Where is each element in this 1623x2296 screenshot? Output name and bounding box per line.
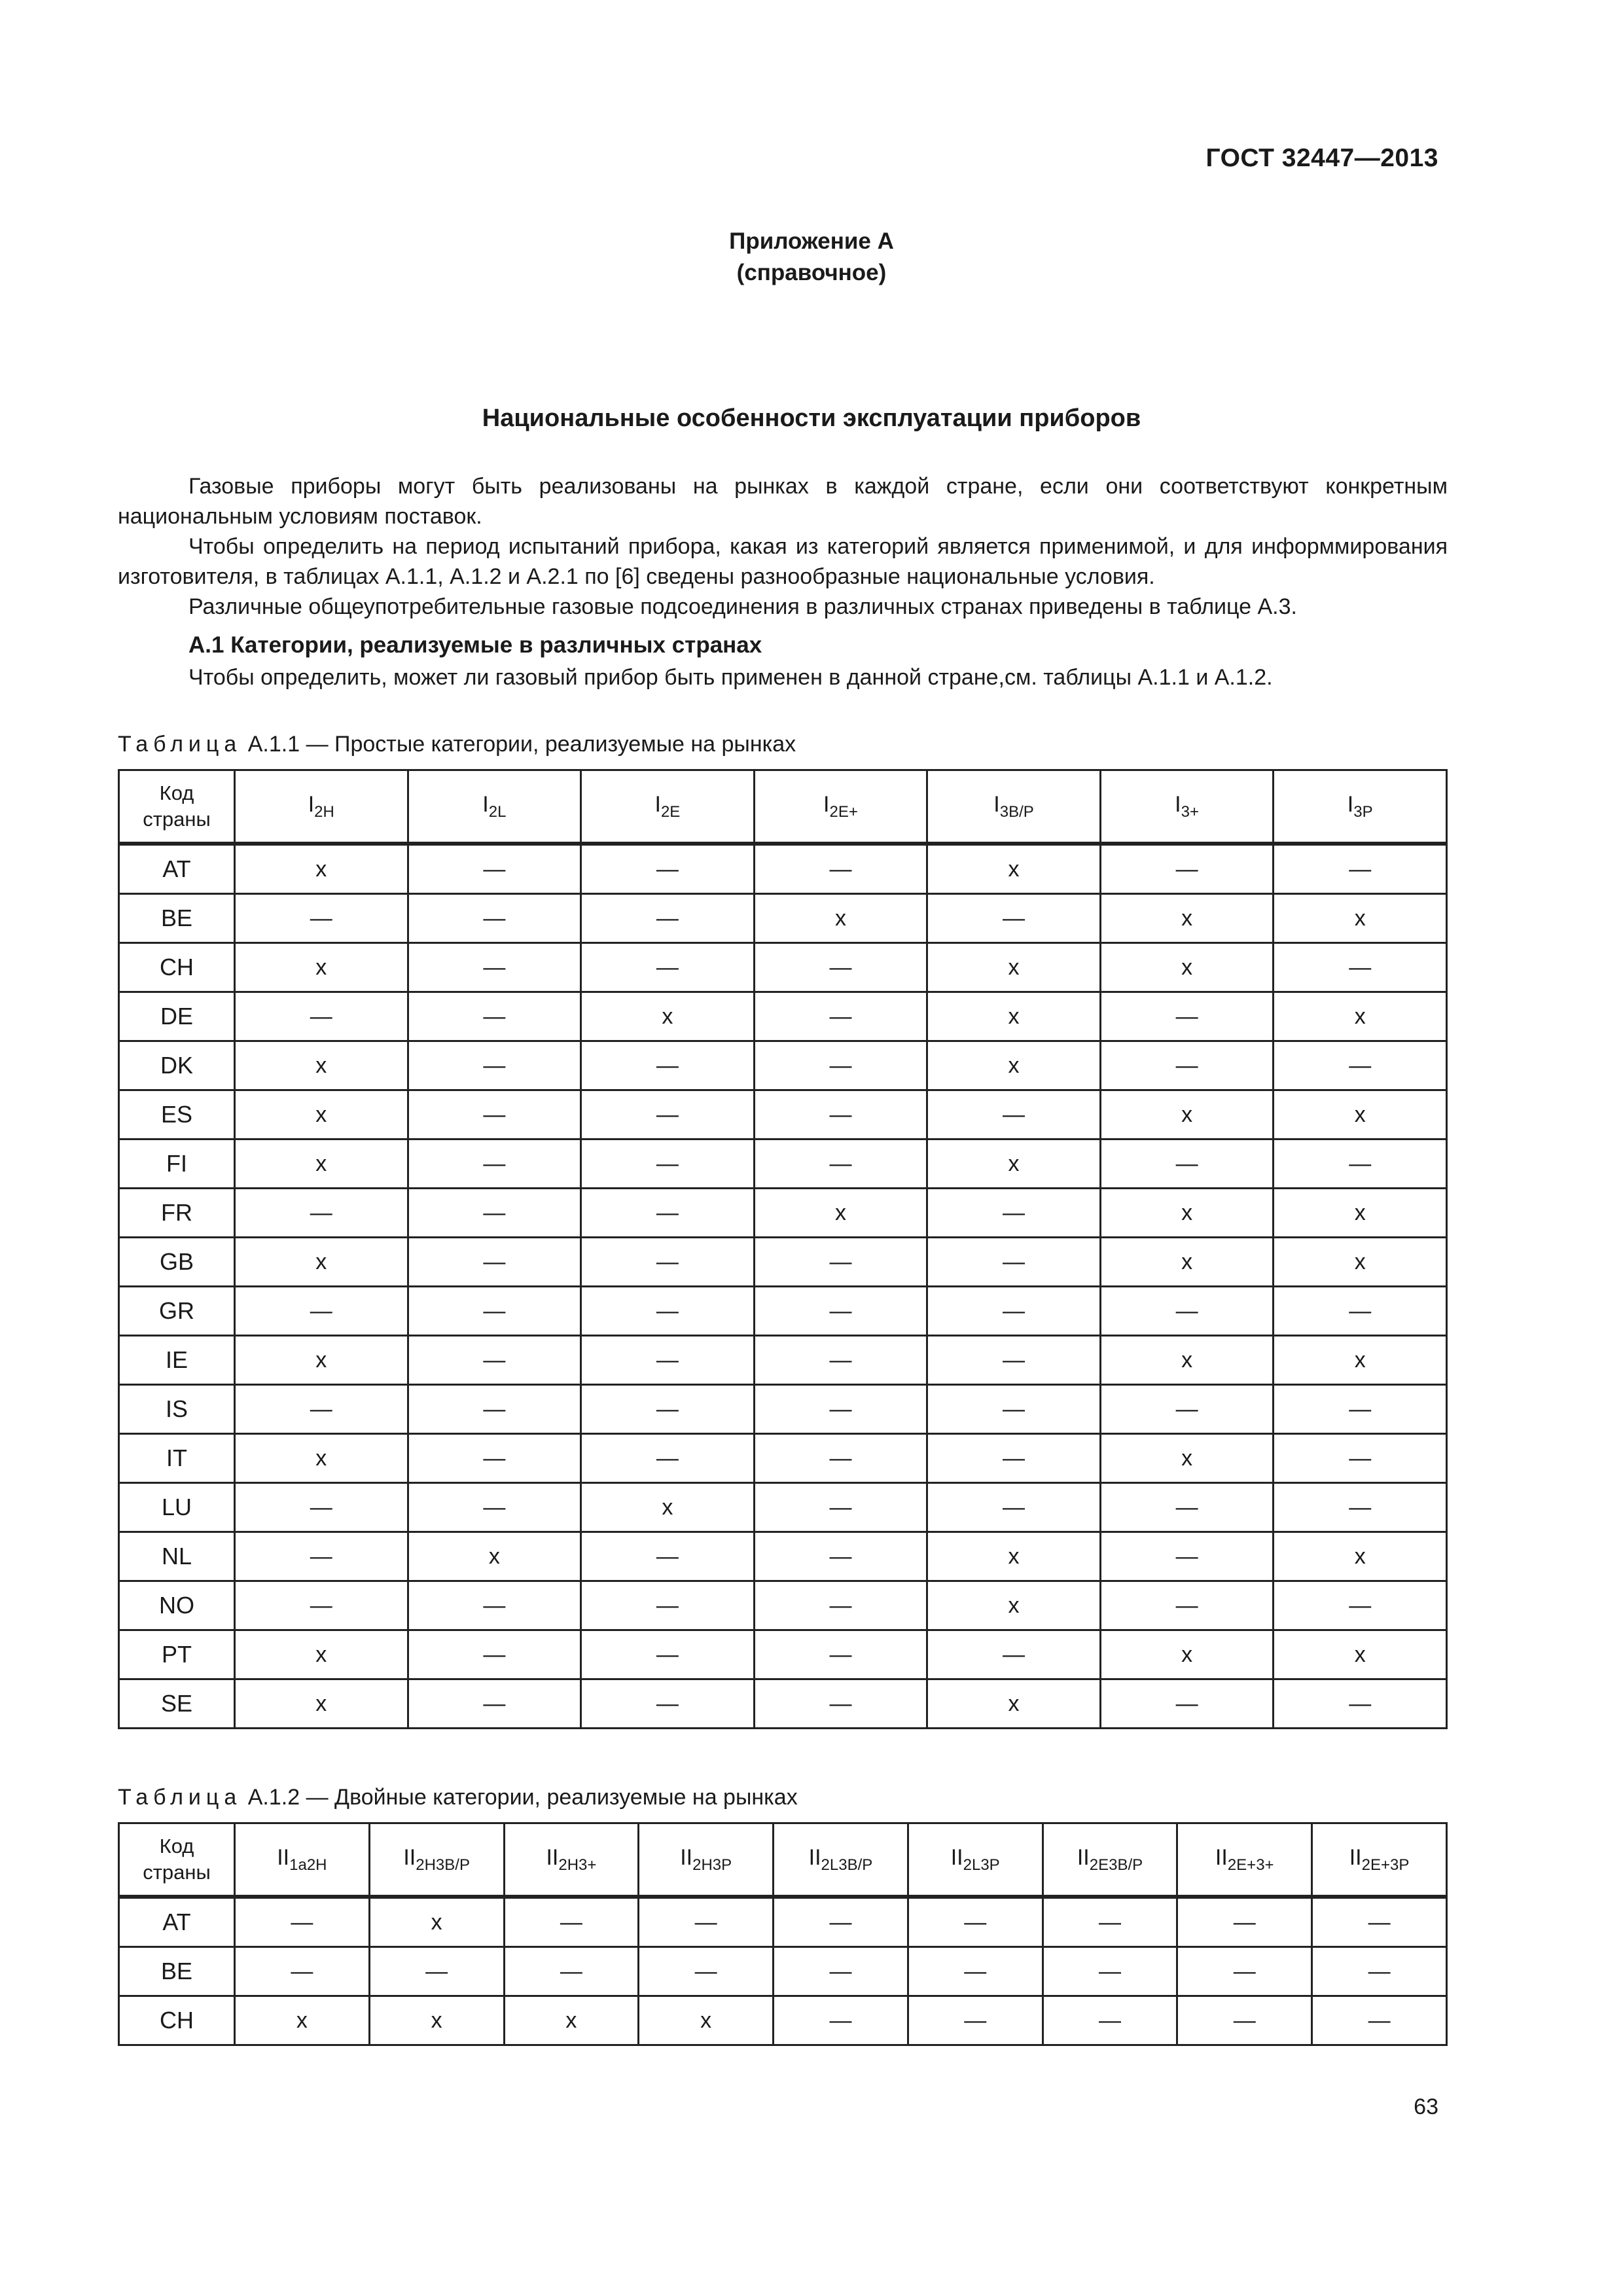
category-cell: — [754, 1336, 927, 1385]
category-cell: x [581, 1483, 755, 1532]
section-title: Национальные особенности эксплуатации приборов [482, 404, 1141, 432]
country-code-cell: DE [119, 992, 235, 1041]
category-cell: x [927, 1041, 1101, 1090]
category-subscript: 2E+3P [1361, 1856, 1410, 1874]
table-row [119, 1630, 1447, 1679]
body-text [118, 471, 1448, 692]
category-cell: — [1100, 1581, 1274, 1630]
category-cell: — [235, 894, 408, 943]
category-cell: — [581, 1679, 755, 1729]
category-cell: — [1274, 1385, 1447, 1434]
category-cell: — [235, 1287, 408, 1336]
caption-word: Таблица [118, 1785, 242, 1810]
table-row [119, 1336, 1447, 1385]
category-cell: — [1274, 1679, 1447, 1729]
category-cell: — [581, 1434, 755, 1483]
country-code-cell: AT [119, 844, 235, 894]
appendix-subtitle: (справочное) [736, 260, 887, 285]
category-base: II [1215, 1844, 1228, 1870]
category-header [235, 1823, 370, 1897]
category-cell: — [774, 1996, 908, 2045]
category-cell: — [408, 894, 581, 943]
category-base: II [277, 1844, 290, 1870]
table-row [119, 1897, 1447, 1947]
category-cell: — [908, 1897, 1043, 1947]
table-row [119, 1189, 1447, 1238]
category-cell: — [504, 1947, 639, 1996]
category-cell: — [504, 1897, 639, 1947]
category-cell: — [581, 1139, 755, 1189]
table-row [119, 1996, 1447, 2045]
category-cell: — [927, 1238, 1101, 1287]
category-cell: — [408, 992, 581, 1041]
category-cell: — [235, 992, 408, 1041]
category-header [1274, 770, 1447, 844]
category-cell: — [408, 943, 581, 992]
header-label-line: страны [143, 1861, 211, 1884]
category-cell: — [639, 1947, 774, 1996]
country-code-cell: SE [119, 1679, 235, 1729]
category-cell: — [1100, 1041, 1274, 1090]
header-row [119, 1823, 1447, 1897]
caption-word: Таблица [118, 732, 242, 757]
table-row [119, 844, 1447, 894]
category-cell: x [639, 1996, 774, 2045]
category-header [1100, 770, 1274, 844]
category-cell: — [754, 1630, 927, 1679]
country-code-cell: DK [119, 1041, 235, 1090]
category-cell: — [927, 1385, 1101, 1434]
category-cell: x [927, 992, 1101, 1041]
category-header [774, 1823, 908, 1897]
category-cell: x [927, 1581, 1101, 1630]
category-cell: — [908, 1996, 1043, 2045]
category-header [1043, 1823, 1177, 1897]
category-cell: — [754, 1287, 927, 1336]
header-label-line: Код [159, 1835, 194, 1857]
header-label-line: Код [159, 781, 194, 804]
category-cell: x [1100, 894, 1274, 943]
category-subscript: 2H3B/P [416, 1856, 470, 1874]
category-cell: — [581, 1090, 755, 1139]
category-cell: — [1177, 1897, 1312, 1947]
category-cell: x [1274, 1189, 1447, 1238]
country-code-cell: LU [119, 1483, 235, 1532]
category-cell: — [754, 1041, 927, 1090]
category-subscript: 1a2H [289, 1856, 327, 1874]
category-cell: — [1100, 1385, 1274, 1434]
category-base: II [808, 1844, 821, 1870]
subsection-heading: А.1 Категории, реализуемые в различных странах [188, 632, 762, 658]
category-cell: — [639, 1897, 774, 1947]
category-cell: x [504, 1996, 639, 2045]
category-cell: — [774, 1897, 908, 1947]
category-cell: x [235, 1434, 408, 1483]
category-cell: — [1274, 943, 1447, 992]
category-cell: — [235, 1483, 408, 1532]
category-header [1177, 1823, 1312, 1897]
category-cell: — [1043, 1897, 1177, 1947]
category-cell: — [581, 1336, 755, 1385]
category-subscript: 2E [660, 802, 681, 821]
category-cell: — [1274, 1434, 1447, 1483]
category-cell: x [235, 1238, 408, 1287]
paragraph: Различные общеупотребительные газовые подсоединения в различных странах приведены в таблице А.3. [188, 594, 1297, 619]
category-cell: — [1177, 1996, 1312, 2045]
category-base: I [1347, 791, 1354, 817]
category-cell: — [1100, 844, 1274, 894]
category-cell: x [581, 992, 755, 1041]
category-cell: — [774, 1947, 908, 1996]
category-cell: x [235, 1679, 408, 1729]
category-cell: — [235, 1947, 370, 1996]
category-cell: — [581, 894, 755, 943]
category-cell: x [369, 1897, 504, 1947]
category-cell: — [754, 1434, 927, 1483]
category-base: II [1077, 1844, 1090, 1870]
category-subscript: 2E+3+ [1227, 1856, 1274, 1874]
country-code-cell: NO [119, 1581, 235, 1630]
category-cell: — [235, 1532, 408, 1581]
category-cell: — [408, 1139, 581, 1189]
category-subscript: 3P [1353, 802, 1373, 821]
category-cell: — [754, 844, 927, 894]
category-header [908, 1823, 1043, 1897]
table-row [119, 992, 1447, 1041]
country-code-cell: GR [119, 1287, 235, 1336]
category-header [369, 1823, 504, 1897]
category-cell: x [1100, 1336, 1274, 1385]
category-cell: — [1100, 992, 1274, 1041]
category-header [754, 770, 927, 844]
category-subscript: 2L3P [963, 1856, 1000, 1874]
category-cell: x [1274, 1238, 1447, 1287]
table-row [119, 894, 1447, 943]
category-cell: — [581, 943, 755, 992]
category-cell: x [927, 1679, 1101, 1729]
category-cell: x [1100, 1434, 1274, 1483]
category-cell: — [581, 1581, 755, 1630]
category-cell: x [1100, 1238, 1274, 1287]
category-base: I [823, 791, 830, 817]
subsection-text: Чтобы определить, может ли газовый прибор быть применен в данной стране,см. таблицы А.1.1 и А.1.2. [188, 665, 1273, 690]
category-cell: — [1274, 1287, 1447, 1336]
appendix-heading [0, 226, 1623, 289]
category-cell: — [927, 1189, 1101, 1238]
category-cell: x [927, 1532, 1101, 1581]
category-cell: — [408, 1483, 581, 1532]
category-cell: — [408, 1090, 581, 1139]
table2-caption [118, 1785, 798, 1810]
category-subscript: 2E+ [829, 802, 858, 821]
category-cell: x [235, 943, 408, 992]
category-subscript: 3B/P [999, 802, 1034, 821]
category-cell: — [1100, 1679, 1274, 1729]
table1-caption [118, 732, 796, 757]
country-code-cell: CH [119, 943, 235, 992]
category-cell: — [927, 1336, 1101, 1385]
category-cell: — [1312, 1897, 1447, 1947]
appendix-title: Приложение А [729, 228, 894, 254]
category-cell: — [1100, 1532, 1274, 1581]
category-cell: — [754, 1532, 927, 1581]
category-cell: x [235, 1996, 370, 2045]
category-cell: — [1312, 1947, 1447, 1996]
category-cell: — [369, 1947, 504, 1996]
category-cell: — [581, 1189, 755, 1238]
category-base: II [546, 1844, 559, 1870]
country-code-cell: BE [119, 1947, 235, 1996]
page-number: 63 [1414, 2094, 1438, 2119]
category-cell: x [1100, 1630, 1274, 1679]
category-cell: x [754, 1189, 927, 1238]
country-code-header [119, 770, 235, 844]
category-cell: — [408, 1385, 581, 1434]
category-header [408, 770, 581, 844]
category-cell: — [581, 1287, 755, 1336]
table-row [119, 1581, 1447, 1630]
category-cell: x [1274, 1090, 1447, 1139]
standard-code: ГОСТ 32447—2013 [1205, 144, 1438, 172]
country-code-cell: PT [119, 1630, 235, 1679]
category-cell: — [927, 1630, 1101, 1679]
category-cell: — [408, 1581, 581, 1630]
paragraph: Газовые приборы могут быть реализованы на рынках в каждой стране, если они соответствуют конкретным национальным условиям поставок. [118, 474, 1448, 529]
category-subscript: 2H3P [692, 1856, 732, 1874]
category-cell: — [408, 1287, 581, 1336]
category-subscript: 3+ [1181, 802, 1199, 821]
country-code-cell: IT [119, 1434, 235, 1483]
category-cell: — [908, 1947, 1043, 1996]
category-header [639, 1823, 774, 1897]
country-code-cell: CH [119, 1996, 235, 2045]
category-cell: x [1100, 1189, 1274, 1238]
table-row [119, 1139, 1447, 1189]
category-cell: — [1043, 1996, 1177, 2045]
country-code-cell: FR [119, 1189, 235, 1238]
category-base: I [482, 791, 489, 817]
category-cell: — [754, 992, 927, 1041]
category-cell: x [927, 844, 1101, 894]
category-header [1312, 1823, 1447, 1897]
category-cell: — [408, 1238, 581, 1287]
category-cell: x [1274, 1630, 1447, 1679]
table-row [119, 1532, 1447, 1581]
category-cell: — [1274, 1041, 1447, 1090]
category-cell: — [408, 1679, 581, 1729]
caption-text: А.1.2 — Двойные категории, реализуемые на рынках [241, 1785, 798, 1810]
table-row [119, 1238, 1447, 1287]
table-row [119, 1090, 1447, 1139]
category-cell: x [408, 1532, 581, 1581]
category-cell: x [235, 1336, 408, 1385]
country-code-cell: AT [119, 1897, 235, 1947]
table-row [119, 1287, 1447, 1336]
country-code-cell: ES [119, 1090, 235, 1139]
table-row [119, 1483, 1447, 1532]
table-row [119, 1679, 1447, 1729]
category-cell: — [1100, 1287, 1274, 1336]
category-cell: — [408, 1189, 581, 1238]
category-subscript: 2L [488, 802, 507, 821]
category-cell: — [235, 1581, 408, 1630]
table-row [119, 943, 1447, 992]
category-cell: — [408, 1630, 581, 1679]
table-row [119, 1947, 1447, 1996]
country-code-cell: FI [119, 1139, 235, 1189]
category-header [927, 770, 1101, 844]
caption-text: А.1.1 — Простые категории, реализуемые на рынках [241, 732, 796, 757]
category-base: I [654, 791, 661, 817]
category-cell: — [408, 1336, 581, 1385]
category-cell: — [581, 1630, 755, 1679]
category-base: I [308, 791, 315, 817]
category-cell: — [754, 1385, 927, 1434]
country-code-cell: IS [119, 1385, 235, 1434]
category-cell: — [1312, 1996, 1447, 2045]
category-subscript: 2H [314, 802, 334, 821]
country-code-header-label [143, 780, 211, 833]
category-cell: x [235, 1139, 408, 1189]
category-cell: — [235, 1189, 408, 1238]
category-cell: — [927, 1287, 1101, 1336]
table-row [119, 1041, 1447, 1090]
category-cell: — [581, 1041, 755, 1090]
category-cell: — [1274, 1139, 1447, 1189]
category-cell: x [927, 943, 1101, 992]
country-code-cell: GB [119, 1238, 235, 1287]
category-cell: x [235, 1630, 408, 1679]
category-cell: — [581, 1385, 755, 1434]
category-cell: x [754, 894, 927, 943]
category-cell: — [408, 1434, 581, 1483]
country-code-header-label [143, 1833, 211, 1886]
category-cell: x [369, 1996, 504, 2045]
category-base: II [1349, 1844, 1362, 1870]
category-cell: — [581, 1532, 755, 1581]
category-cell: — [235, 1385, 408, 1434]
category-base: I [993, 791, 1000, 817]
category-cell: x [1274, 1336, 1447, 1385]
category-header [504, 1823, 639, 1897]
category-cell: x [1100, 1090, 1274, 1139]
category-cell: x [1100, 943, 1274, 992]
category-cell: — [581, 1238, 755, 1287]
category-base: II [680, 1844, 693, 1870]
category-cell: — [1274, 1483, 1447, 1532]
category-cell: x [1274, 1532, 1447, 1581]
header-label-line: страны [143, 808, 211, 831]
category-cell: x [1274, 992, 1447, 1041]
category-cell: — [1043, 1947, 1177, 1996]
category-cell: — [754, 1581, 927, 1630]
category-header [581, 770, 755, 844]
category-cell: — [581, 844, 755, 894]
table-row [119, 1434, 1447, 1483]
category-base: I [1175, 791, 1181, 817]
category-cell: — [754, 1679, 927, 1729]
country-code-cell: BE [119, 894, 235, 943]
table-double-categories [118, 1822, 1448, 2046]
category-subscript: 2L3B/P [821, 1856, 873, 1874]
country-code-header [119, 1823, 235, 1897]
category-cell: — [754, 943, 927, 992]
category-cell: x [235, 844, 408, 894]
country-code-cell: IE [119, 1336, 235, 1385]
category-cell: — [927, 1434, 1101, 1483]
category-base: II [950, 1844, 963, 1870]
category-cell: — [927, 894, 1101, 943]
category-cell: x [235, 1090, 408, 1139]
category-cell: x [1274, 894, 1447, 943]
category-cell: — [1100, 1139, 1274, 1189]
category-cell: — [754, 1238, 927, 1287]
table-row [119, 1385, 1447, 1434]
category-cell: — [927, 1483, 1101, 1532]
category-cell: — [754, 1483, 927, 1532]
category-cell: — [1100, 1483, 1274, 1532]
category-cell: — [1274, 844, 1447, 894]
category-cell: — [1274, 1581, 1447, 1630]
category-header [235, 770, 408, 844]
category-cell: — [927, 1090, 1101, 1139]
category-cell: — [754, 1139, 927, 1189]
paragraph: Чтобы определить на период испытаний прибора, какая из категорий является применимой, и для информмирования изготовителя, в таблицах А.1.1, А.1.2 и А.2.1 по [6] сведены разнообразные национальные условия. [118, 534, 1448, 589]
category-cell: — [754, 1090, 927, 1139]
header-row [119, 770, 1447, 844]
country-code-cell: NL [119, 1532, 235, 1581]
category-subscript: 2H3+ [558, 1856, 597, 1874]
category-subscript: 2E3B/P [1089, 1856, 1143, 1874]
category-cell: — [408, 844, 581, 894]
category-base: II [403, 1844, 416, 1870]
category-cell: — [1177, 1947, 1312, 1996]
category-cell: x [235, 1041, 408, 1090]
category-cell: x [927, 1139, 1101, 1189]
category-cell: — [235, 1897, 370, 1947]
table-simple-categories [118, 769, 1448, 1729]
category-cell: — [408, 1041, 581, 1090]
